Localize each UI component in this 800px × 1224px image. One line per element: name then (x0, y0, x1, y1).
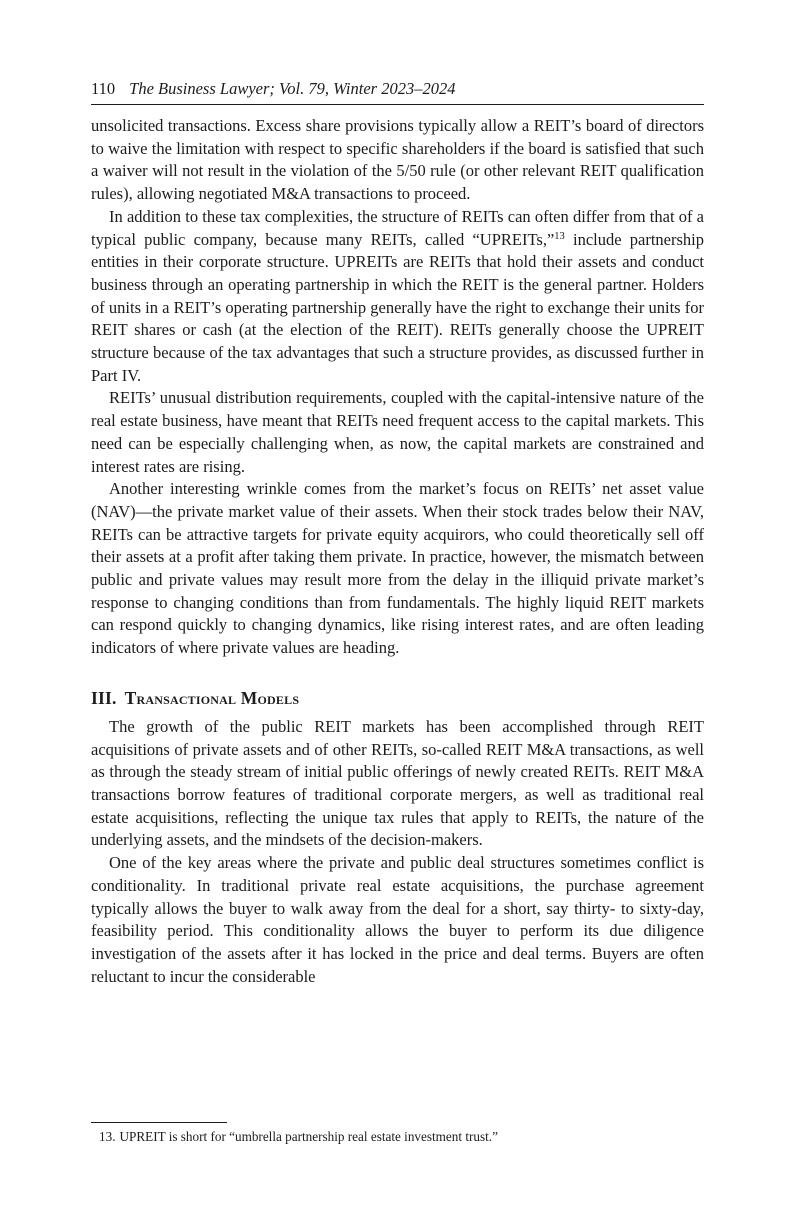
paragraph-continued: unsolicited transactions. Excess share provisions typically allow a REIT’s board of directors to waive the limitation with respect to specific shareholders if the board is satisfied that such a waiver will not result in the violation of the 5/50 rule (or other relevant REIT qualification rules), allowing negotiated M&A transactions to proceed. (91, 116, 704, 204)
section-number: III. (91, 687, 117, 708)
footnote-text: UPREIT is short for “umbrella partnership real estate investment trust.” (119, 1129, 498, 1144)
section-title: Transactional Models (124, 687, 300, 708)
footnote (91, 1128, 704, 1146)
page-number: 110 (91, 79, 116, 98)
page (91, 78, 704, 988)
paragraph-nav: Another interesting wrinkle comes from the market’s focus on REITs’ net asset value (NAV)—the private market value of their assets. When their stock trades below their NAV, REITs can be attractive targets for private equity acquirors, who could theoretically sell off their assets at a profit after taking them private. In practice, however, the mismatch between public and private values may result more from the delay in the illiquid private market’s response to changing conditions than from fundamentals. The highly liquid REIT markets can respond quickly to changing dynamics, like rising interest rates, and are often leading indicators of where private values are heading. (91, 479, 704, 658)
paragraph-distribution: REITs’ unusual distribution requirements, coupled with the capital-intensive nature of the real estate business, have meant that REITs need frequent access to the capital markets. This need can be especially challenging when, as now, the capital markets are constrained and interest rates are rising. (91, 388, 704, 476)
paragraph-upreits (91, 206, 704, 388)
paragraph-growth: The growth of the public REIT markets has been accomplished through REIT acquisitions of private assets and of other REITs, so-called REIT M&A transactions, as well as through the steady stream of initial public offerings of newly created REITs. REIT M&A transactions borrow features of traditional corporate mergers, as well as traditional real estate acquisitions, reflecting the unique tax rules that apply to REITs, the nature of the underlying assets, and the mindsets of the decision-makers. (91, 716, 704, 850)
paragraph-upreits-text-a: In addition to these tax complexities, the structure of REITs can often differ from that of a typical public company, because many REITs, called “UPREITs,” (91, 206, 704, 249)
paragraph-upreits-text-b: include partnership entities in their corporate structure. UPREITs are REITs that hold their assets and conduct business through an operating partnership in which the REIT is the general partner. Holders of units in a REIT’s operating partnership generally have the right to exchange their units for REIT shares or cash (at the election of the REIT). REITs generally choose the UPREIT structure because of the tax advantages that such a structure provides, as discussed further in Part IV. (91, 229, 704, 385)
footnote-reference[interactable]: 13 (554, 230, 565, 242)
footnote-divider (91, 1122, 227, 1123)
journal-citation: The Business Lawyer; Vol. 79, Winter 2023–2024 (129, 79, 456, 98)
paragraph-conditionality: One of the key areas where the private and public deal structures sometimes conflict is conditionality. In traditional private real estate acquisitions, the purchase agreement typically allows the buyer to walk away from the deal for a short, say thirty- to sixty-day, feasibility period. This conditionality allows the buyer to perform its due diligence investigation of the assets after it has locked in the price and deal terms. Buyers are often reluctant to incur the considerable (91, 853, 704, 986)
body-text (91, 115, 704, 988)
footnote-number: 13. (99, 1129, 116, 1144)
running-header (91, 78, 704, 105)
section-heading (91, 687, 704, 709)
